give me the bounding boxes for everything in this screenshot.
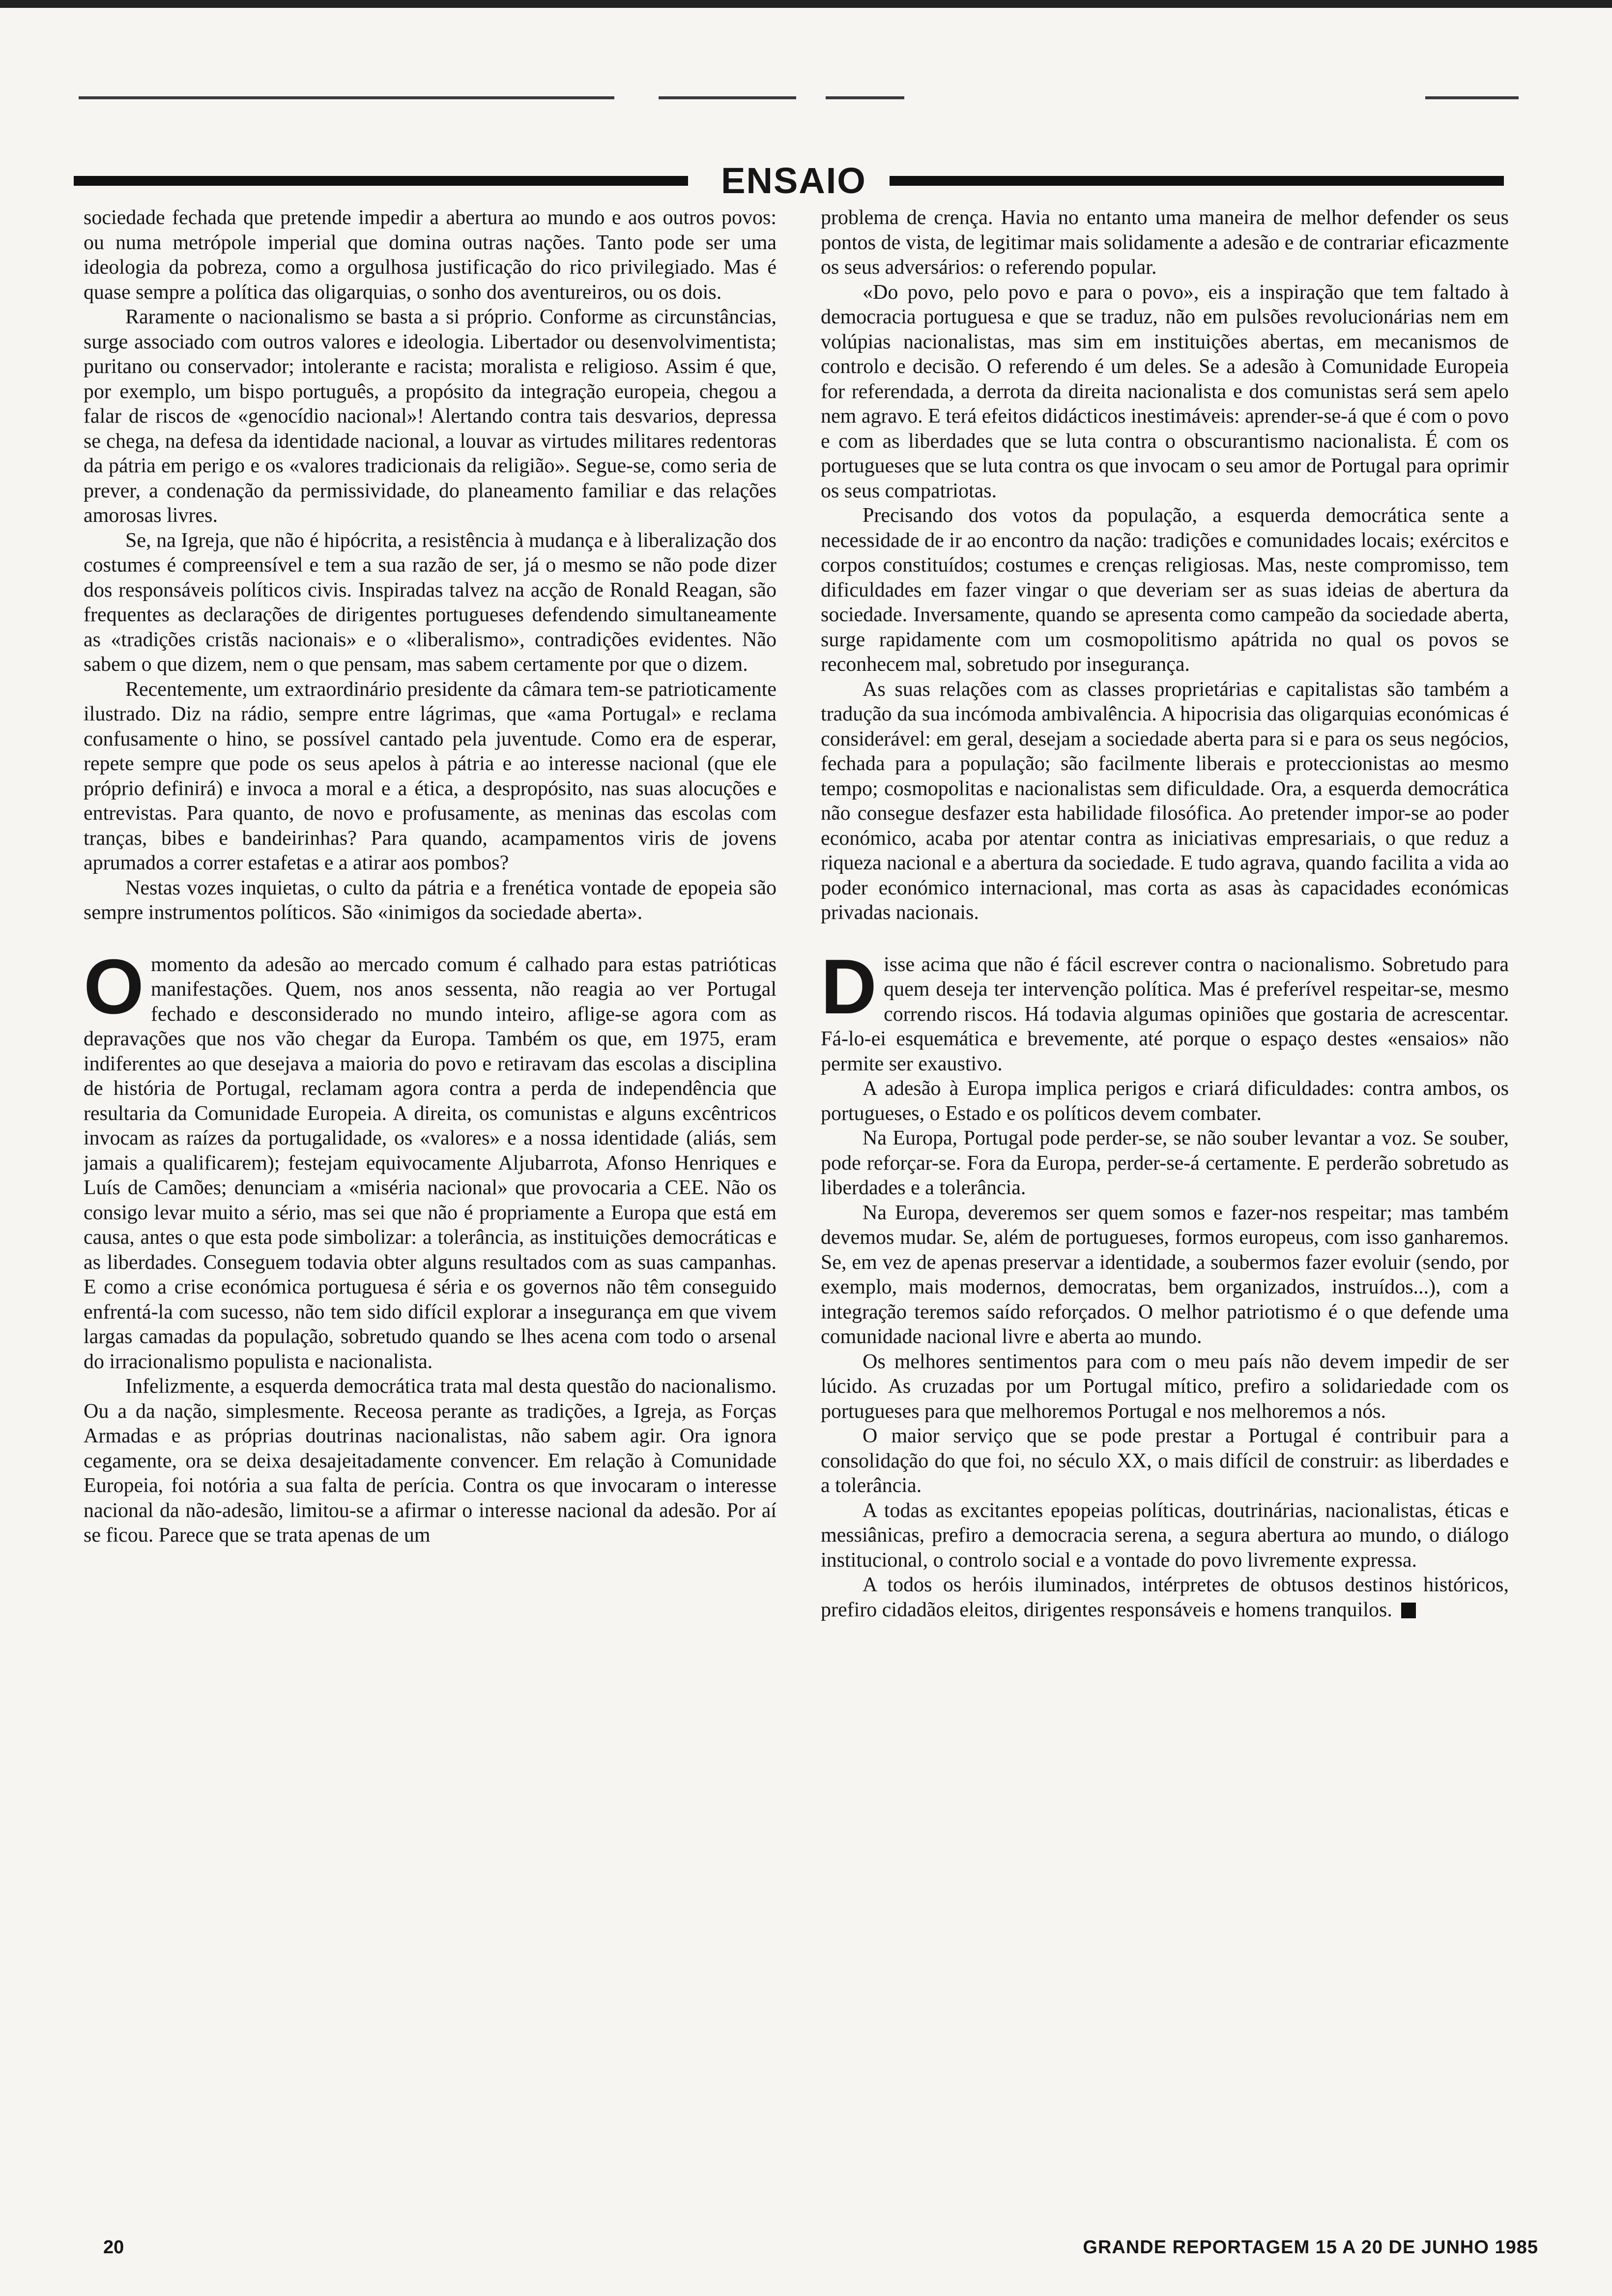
article-paragraph	[84, 943, 777, 1375]
top-edge-bar	[0, 0, 1612, 8]
header-rule	[659, 96, 796, 99]
section-title: ENSAIO	[721, 160, 866, 201]
article-paragraph	[821, 280, 1509, 504]
header-rule	[79, 96, 614, 99]
article-paragraph	[821, 943, 1509, 1077]
header-rule	[1425, 96, 1519, 99]
paragraph-text: Precisando dos votos da população, a esquerda democrática sente a necessidade de ir ao encontro da nação: tradições e comunidades locais; exércitos e corpos constituídos; costumes e crenças religiosas. Mas, neste compromisso, tem dificuldades em fazer vingar o que deveriam ser as suas ideias de abertura da sociedade. Inversamente, quando se apresenta como campeão da sociedade aberta, surge rapidamente com um cosmopolitismo apátrida no qual os povos se reconhecem mal, sobretudo por insegurança.	[821, 504, 1509, 676]
article-paragraph	[821, 1349, 1509, 1424]
article-paragraph	[821, 1424, 1509, 1498]
paragraph-text: A todos os heróis iluminados, intérpretes de obtusos destinos históricos, prefiro cidadãos eleitos, dirigentes responsáveis e homens tranquilos.	[821, 1574, 1509, 1621]
drop-cap: D	[821, 943, 877, 1030]
article-paragraph	[821, 677, 1509, 925]
publication-info: GRANDE REPORTAGEM 15 A 20 DE JUNHO 1985	[1083, 2237, 1538, 2258]
paragraph-text: sociedade fechada que pretende impedir a abertura ao mundo e aos outros povos: ou numa metrópole imperial que domina outras nações. Tanto pode ser uma ideologia da pobreza, como a orgulhosa justificação do rico privilegiado. Mas é quase sempre a política das oligarquias, o sonho dos aventureiros, ou os dois.	[84, 206, 777, 304]
article-paragraph	[821, 1573, 1509, 1622]
end-of-article-mark	[1401, 1603, 1416, 1618]
article-paragraph	[84, 876, 777, 925]
article-column-left	[84, 205, 777, 2211]
article-paragraph	[84, 528, 777, 677]
section-rule-left	[74, 176, 688, 186]
paragraph-text: Recentemente, um extraordinário presidente da câmara tem-se patrioticamente ilustrado. Diz na rádio, sempre entre lágrimas, que «ama Portugal» e reclama confusamente o hino, se possível cantado pela juventude. Como era de esperar, repete sempre que pode os seus apelos à pátria e ao interesse nacional (que ele próprio definirá) e invoca a moral e a ética, a despropósito, nas suas alocuções e entrevistas. Para quanto, de novo e profusamente, as meninas das escolas com tranças, bibes e bandeirinhas? Para quando, acampamentos viris de jovens aprumados a correr estafetas e a atirar aos pombos?	[84, 678, 777, 874]
paragraph-text: problema de crença. Havia no entanto uma maneira de melhor defender os seus pontos de vista, de legitimar mais solidamente a adesão e de contrariar eficazmente os seus adversários: o referendo popular.	[821, 206, 1509, 279]
article-paragraph	[821, 503, 1509, 677]
paragraph-text: Infelizmente, a esquerda democrática trata mal desta questão do nacionalismo. Ou a da nação, simplesmente. Receosa perante as tradições, a Igreja, as Forças Armadas e as próprias doutrinas nacionalistas, não sabem agir. Ora ignora cegamente, ora se deixa desajeitadamente convencer. Em relação à Comunidade Europeia, foi notória a sua falta de perícia. Contra os que invocaram o interesse nacional da não-adesão, limitou-se a afirmar o interesse nacional da adesão. Por aí se ficou. Parece que se trata apenas de um	[84, 1375, 777, 1547]
article-paragraph	[821, 1126, 1509, 1201]
paragraph-text: isse acima que não é fácil escrever contra o nacionalismo. Sobretudo para quem deseja ter intervenção política. Mas é preferível respeitar-se, mesmo correndo riscos. Há todavia algumas opiniões que gostaria de acrescentar. Fá-lo-ei esquemática e brevemente, até porque o espaço destes «ensaios» não permite ser exaustivo.	[821, 953, 1509, 1075]
article-paragraph	[821, 1498, 1509, 1573]
paragraph-text: Na Europa, Portugal pode perder-se, se não souber levantar a voz. Se souber, pode reforçar-se. Fora da Europa, perder-se-á certamente. E perderão sobretudo as liberdades e a tolerância.	[821, 1127, 1509, 1199]
section-header	[74, 161, 1504, 201]
article-paragraph	[821, 1201, 1509, 1349]
paragraph-text: Os melhores sentimentos para com o meu país não devem impedir de ser lúcido. As cruzadas por um Portugal mítico, prefiro a solidariedade com os portugueses para que melhoremos Portugal e nos melhoremos a nós.	[821, 1350, 1509, 1423]
paragraph-text: As suas relações com as classes proprietárias e capitalistas são também a tradução da sua incómoda ambivalência. A hipocrisia das oligarquias económicas é considerável: em geral, desejam a sociedade aberta para si e para os seus negócios, fechada para a população; são facilmente liberais e proteccionistas ao mesmo tempo; cosmopolitas e nacionalistas sem dificuldade. Ora, a esquerda democrática não consegue desfazer esta habilidade filosófica. Ao pretender impor-se ao poder económico, acaba por atentar contra as iniciativas empresariais, o que reduz a riqueza nacional e a abertura da sociedade. E tudo agrava, quando facilita a vida ao poder económico internacional, mas corta as asas às capacidades económicas privadas nacionais.	[821, 678, 1509, 924]
drop-cap: O	[84, 943, 144, 1030]
paragraph-text: momento da adesão ao mercado comum é calhado para estas patrióticas manifestações. Quem, nos anos sessenta, não reagia ao ver Portugal fechado e desconsiderado no mundo inteiro, aflige-se agora com as depravações que nos vão chegar da Europa. Também os que, em 1975, eram indiferentes ao que desejava a maioria do povo e retiravam das escolas a disciplina de história de Portugal, reclamam agora contra a perda de independência que resultaria da Comunidade Europeia. A direita, os comunistas e alguns excêntricos invocam as raízes da portugalidade, os «valores» e a nossa identidade (aliás, sem jamais a qualificarem); festejam equivocamente Aljubarrota, Afonso Henriques e Luís de Camões; denunciam a «miséria nacional» que provocaria a CEE. Não os consigo levar muito a sério, mas sei que não é propriamente a Europa que está em causa, antes o que esta pode simbolizar: a tolerância, as instituições democráticas e as liberdades. Conseguem todavia obter alguns resultados com as suas campanhas. E como a crise económica portuguesa é séria e os governos não têm conseguido enfrentá-la com sucesso, não tem sido difícil explorar a insegurança em que vivem largas camadas da população, sobretudo quando se lhes acena com todo o arsenal do irracionalismo populista e nacionalista.	[84, 953, 777, 1373]
article-paragraph	[821, 205, 1509, 280]
header-rule	[826, 96, 904, 99]
paragraph-text: Raramente o nacionalismo se basta a si próprio. Conforme as circunstâncias, surge associado com outros valores e ideologia. Libertador ou desenvolvimentista; puritano ou conservador; intolerante e racista; moralista e religioso. Assim é que, por exemplo, um bispo português, a propósito da integração europeia, chegou a falar de riscos de «genocídio nacional»! Alertando contra tais desvarios, depressa se chega, na defesa da identidade nacional, a louvar as virtudes militares redentoras da pátria em perigo e os «valores tradicionais da religião». Segue-se, como seria de prever, a condenação da permissividade, do planeamento familiar e das relações amorosas livres.	[84, 306, 777, 527]
article-paragraph	[84, 677, 777, 876]
paragraph-text: Na Europa, deveremos ser quem somos e fazer-nos respeitar; mas também devemos mudar. Se, além de portugueses, formos europeus, com isso ganharemos. Se, em vez de apenas preservar a identidade, a soubermos fazer evoluir (sendo, por exemplo, mais modernos, democratas, bem organizados, instruídos...), com a integração teremos saído reforçados. O melhor patriotismo é o que defende uma comunidade nacional livre e aberta ao mundo.	[821, 1201, 1509, 1348]
article-paragraph	[821, 1076, 1509, 1126]
paragraph-text: Se, na Igreja, que não é hipócrita, a resistência à mudança e à liberalização dos costumes é compreensível e tem a sua razão de ser, já o mesmo se não pode dizer dos responsáveis políticos civis. Inspiradas talvez na acção de Ronald Reagan, são frequentes as declarações de dirigentes portugueses defendendo simultaneamente as «tradições cristãs nacionais» e o «liberalismo», contradições evidentes. Não sabem o que dizem, nem o que pensam, mas sabem certamente por que o dizem.	[84, 529, 777, 676]
paragraph-text: O maior serviço que se pode prestar a Portugal é contribuir para a consolidação do que foi, no século XX, o mais difícil de construir: as liberdades e a tolerância.	[821, 1425, 1509, 1497]
paragraph-text: A adesão à Europa implica perigos e criará dificuldades: contra ambos, os portugueses, o Estado e os políticos devem combater.	[821, 1077, 1509, 1125]
article-column-right	[821, 205, 1509, 2211]
page-number: 20	[103, 2237, 124, 2258]
paragraph-text: «Do povo, pelo povo e para o povo», eis a inspiração que tem faltado à democracia portuguesa e que se traduz, não em pulsões revolucionárias nem em volúpias nacionalistas, mas sim em instituições abertas, em mecanismos de controlo e decisão. O referendo é um deles. Se a adesão à Comunidade Europeia for referendada, a derrota da direita nacionalista e dos comunistas será sem apelo nem agravo. E terá efeitos didácticos inestimáveis: aprender-se-á que é com o povo e com as liberdades que se luta contra o obscurantismo nacionalista. É com os portugueses que se luta contra os que invocam o seu amor de Portugal para oprimir os seus compatriotas.	[821, 281, 1509, 502]
paragraph-text: A todas as excitantes epopeias políticas, doutrinárias, nacionalistas, éticas e messiânicas, prefiro a democracia serena, a segura abertura ao mundo, o diálogo institucional, o controlo social e a vontade do povo livremente expressa.	[821, 1499, 1509, 1572]
article-paragraph	[84, 305, 777, 528]
page-footer	[0, 2237, 1612, 2271]
paragraph-text: Nestas vozes inquietas, o culto da pátria e a frenética vontade de epopeia são sempre instrumentos políticos. São «inimigos da sociedade aberta».	[84, 876, 777, 924]
article-paragraph	[84, 1374, 777, 1548]
section-rule-right	[890, 176, 1504, 186]
article-paragraph	[84, 205, 777, 305]
